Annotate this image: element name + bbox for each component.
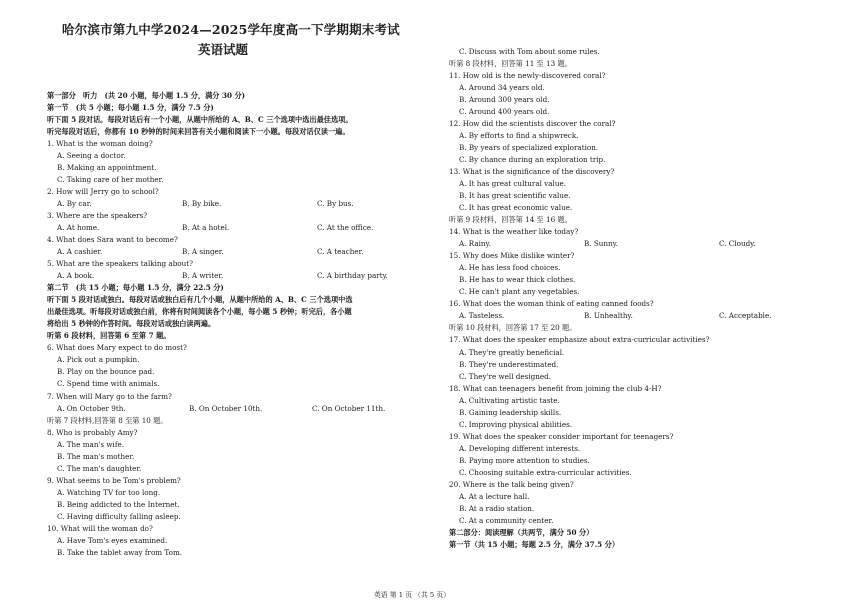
option-text: C. Spend time with animals. — [57, 379, 160, 389]
option-text: A. Rainy. — [459, 239, 491, 249]
option-text: A. He has less food choices. — [459, 263, 561, 273]
option-text: C. At a community center. — [459, 515, 554, 525]
question-text: 听第 10 段材料，回答第 17 至 20 题。 — [449, 323, 577, 333]
option-text: B. By years of specialized exploration. — [459, 143, 599, 153]
option-text: A. They're greatly beneficial. — [459, 347, 565, 357]
option-text: B. Being addicted to the Internet. — [57, 499, 180, 509]
option-text: B. A singer. — [182, 247, 224, 257]
option-text: B. Play on the bounce pad. — [57, 367, 155, 377]
option-text: C. Taking care of her mother. — [57, 175, 164, 185]
section-heading: 听完每段对话后，你都有 10 秒钟的时间来回答有关小题和阅读下一小题。每段对话仅读一遍。 — [47, 127, 350, 137]
option-text: B. Unhealthy. — [584, 311, 633, 321]
section-heading: 第一节 (共 5 小题；每小题 1.5 分，满分 7.5 分) — [47, 103, 214, 113]
question-text: 听第 8 段材料，回答第 11 至 13 题。 — [449, 59, 572, 69]
option-text: A. By efforts to find a shipwreck. — [459, 131, 579, 141]
option-text: C. By bus. — [317, 199, 354, 209]
option-text: B. A writer. — [182, 271, 224, 281]
question-text: 3. Where are the speakers? — [47, 211, 148, 221]
page-footer: 英语 第 1 页 （共 5 页） — [374, 591, 450, 599]
option-text: B. Take the tablet away from Tom. — [57, 547, 183, 557]
option-text: B. Around 300 years old. — [459, 95, 550, 105]
question-text: 6. What does Mary expect to do most? — [47, 343, 187, 353]
option-text: C. At the office. — [317, 223, 374, 233]
section-heading: 将给出 5 秒钟的作答时间。每段对话或独白读两遍。 — [47, 319, 216, 329]
section-heading: 听第 6 段材料，回答第 6 至第 7 题。 — [47, 331, 171, 341]
option-text: A. Have Tom's eyes examined. — [57, 535, 168, 545]
question-text: 听第 7 段材料,回答第 8 至第 10 题。 — [47, 415, 168, 425]
option-text: A. Pick out a pumpkin. — [57, 355, 140, 365]
option-text: B. He has to wear thick clothes. — [459, 275, 576, 285]
question-text: 15. Why does Mike dislike winter? — [449, 251, 575, 261]
option-text: C. Choosing suitable extra-curricular activities. — [459, 467, 632, 477]
option-text: A. Around 34 years old. — [459, 83, 545, 93]
option-text: C. He can't plant any vegetables. — [459, 287, 580, 297]
option-text: A. The man's wife. — [57, 439, 125, 449]
option-text: A. Seeing a doctor. — [57, 151, 126, 161]
question-text: 13. What is the significance of the discovery? — [449, 167, 615, 177]
option-text: A. By car. — [57, 199, 92, 209]
section-heading: 听下面 5 段对话。每段对话后有一个小题，从题中所给的 A、B、C 三个选项中选出最佳选项。 — [47, 115, 353, 125]
subject-title: 英语试题 — [198, 42, 249, 57]
option-text: B. At a radio station. — [459, 503, 535, 513]
option-text: B. On October 10th. — [189, 403, 263, 413]
option-text: B. It has great scientific value. — [459, 191, 571, 201]
question-text: 17. What does the speaker emphasize about extra-curricular activities? — [449, 335, 710, 345]
option-text: B. At a hotel. — [182, 223, 230, 233]
question-text: 9. What seems to be Tom's problem? — [47, 475, 181, 485]
option-text: C. A teacher. — [317, 247, 364, 257]
option-text: B. They're underestimated. — [459, 359, 559, 369]
option-text: A. Tasteless. — [459, 311, 505, 321]
option-text: C. The man's daughter. — [57, 463, 142, 473]
option-text: A. Watching TV for too long. — [57, 487, 161, 497]
option-text: C. Improving physical abilities. — [459, 419, 573, 429]
question-text: 4. What does Sara want to become? — [47, 235, 178, 245]
question-text: 8. Who is probably Amy? — [47, 427, 138, 437]
section-heading: 第二部分：阅读理解（共两节，满分 50 分） — [449, 527, 594, 537]
option-text: B. By bike. — [182, 199, 222, 209]
option-text: A. A book. — [57, 271, 95, 281]
section-heading: 第一节（共 15 小题；每题 2.5 分，满分 37.5 分） — [449, 539, 620, 549]
section-heading: 第二节 (共 15 小题；每小题 1.5 分，满分 22.5 分) — [47, 283, 224, 293]
question-text: 19. What does the speaker consider important for teenagers? — [449, 431, 674, 441]
question-text: 11. How old is the newly-discovered coral? — [449, 71, 606, 81]
question-text: 18. What can teenagers benefit from joining the club 4-H? — [449, 383, 662, 393]
option-text: A. On October 9th. — [57, 403, 126, 413]
section-heading: 出最佳选项。听每段对话或独白前，你将有时间阅读各个小题，每小题 5 秒钟；听完后，各小题 — [47, 307, 352, 317]
option-text: C. On October 11th. — [312, 403, 386, 413]
option-text: B. Making an appointment. — [57, 163, 157, 173]
option-text: B. The man's mother. — [57, 451, 135, 461]
question-text: 7. When will Mary go to the farm? — [47, 391, 172, 401]
question-text: 20. Where is the talk being given? — [449, 479, 574, 489]
option-text: C. Around 400 years old. — [459, 107, 550, 117]
option-text: C. Acceptable. — [719, 311, 772, 321]
option-text: A. At a lecture hall. — [459, 491, 530, 501]
option-text: C. By chance during an exploration trip. — [459, 155, 606, 165]
option-text: C. They're well designed. — [459, 371, 551, 381]
option-text: B. Gaining leadership skills. — [459, 407, 562, 417]
option-text: B. Paying more attention to studies. — [459, 455, 590, 465]
option-text: A. At home. — [57, 223, 100, 233]
option-text: A. A cashier. — [57, 247, 103, 257]
option-text: A. It has great cultural value. — [459, 179, 566, 189]
question-text: 10. What will the woman do? — [47, 523, 153, 533]
option-text: A. Cultivating artistic taste. — [459, 395, 560, 405]
question-text: 5. What are the speakers talking about? — [47, 259, 194, 269]
question-text: 听第 9 段材料，回答第 14 至 16 题。 — [449, 215, 572, 225]
question-text: 16. What does the woman think of eating canned foods? — [449, 299, 654, 309]
option-text: C. Discuss with Tom about some rules. — [459, 47, 600, 56]
option-text: B. Sunny. — [584, 239, 619, 249]
option-text: C. Having difficulty falling asleep. — [57, 511, 181, 521]
option-text: C. It has great economic value. — [459, 203, 573, 213]
option-text: C. Cloudy. — [719, 239, 756, 249]
section-heading: 第一部分 听力 (共 20 小题，每小题 1.5 分，满分 30 分) — [47, 91, 246, 100]
question-text: 2. How will Jerry go to school? — [47, 187, 159, 197]
page-title: 哈尔滨市第九中学2024—2025学年度高一下学期期末考试 — [62, 22, 400, 37]
question-text: 12. How did the scientists discover the coral? — [449, 119, 616, 129]
option-text: C. A birthday party. — [317, 271, 388, 281]
option-text: A. Developing different interests. — [459, 443, 581, 453]
question-text: 1. What is the woman doing? — [47, 139, 153, 149]
section-heading: 听下面 5 段对话或独白。每段对话或独白后有几个小题，从题中所给的 A、B、C 三个选项中选 — [47, 295, 353, 305]
question-text: 14. What is the weather like today? — [449, 227, 579, 237]
